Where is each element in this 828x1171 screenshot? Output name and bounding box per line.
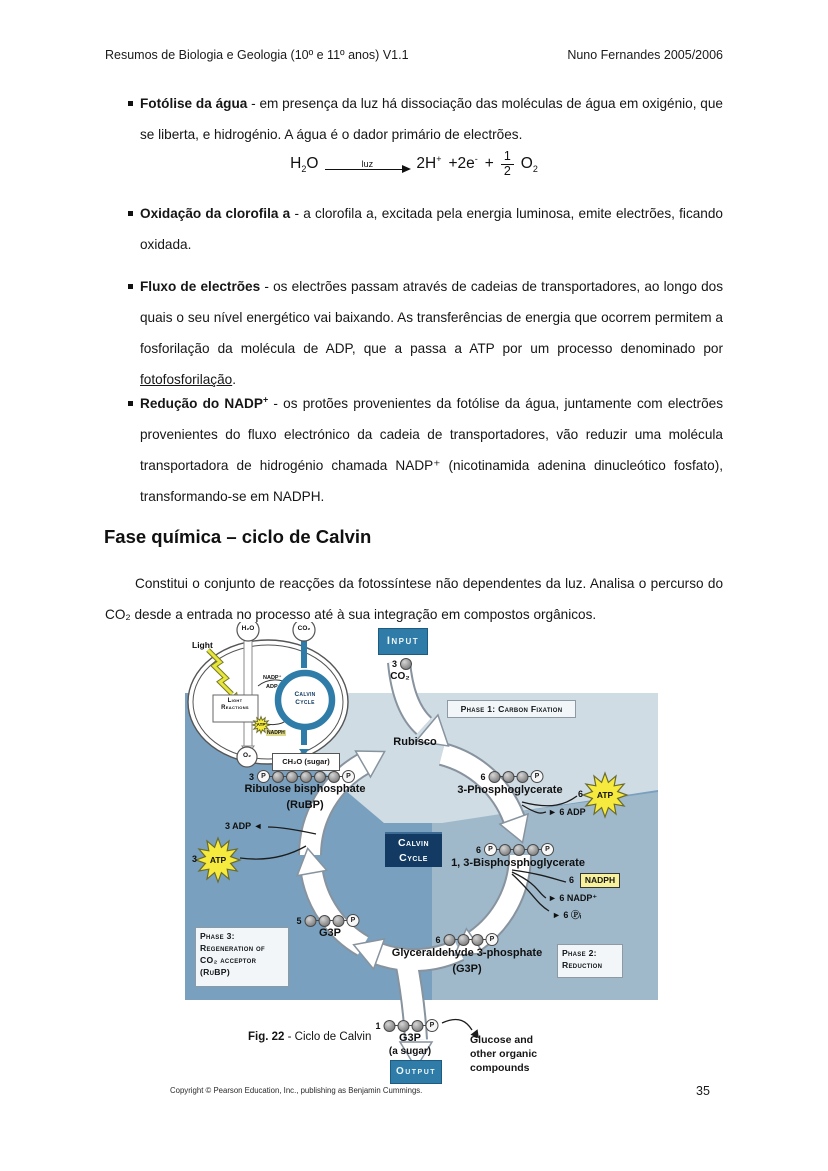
- reaction-condition: luz: [361, 158, 374, 169]
- output-button: Output: [390, 1060, 442, 1084]
- page-number: 35: [696, 1084, 710, 1098]
- g3p-output-molecule: 1 P: [375, 1019, 438, 1032]
- mini-light-label: Light: [192, 640, 213, 650]
- calvin-cycle-figure: [170, 622, 680, 1098]
- bullet-sep: -: [290, 206, 304, 221]
- bullet-sep: -: [247, 96, 260, 111]
- bullet-marker: [128, 211, 133, 216]
- bullet-text: os electrões passam através de cadeias de transportadores, ao longo dos quais o seu nível energético vai baixando. As transferências de energia que ocorrem permitem a fosforilação da molécula de ADP, que a passa a ATP por um processo denominado por: [140, 279, 723, 356]
- mini-nadp-label: NADP⁺: [263, 675, 282, 681]
- phase3-box: Phase 3: Regeneration of CO₂ acceptor (RuBP): [195, 927, 289, 987]
- glucose-label: Glucose and other organic compounds: [470, 1034, 538, 1074]
- equation-plus: +: [484, 155, 494, 173]
- calvin-cycle-box: Calvin Cycle: [385, 832, 442, 867]
- bullet-fluxo: [105, 271, 723, 395]
- atp-left-label: ATP: [209, 855, 227, 865]
- header-right: Nuno Fernandes 2005/2006: [567, 48, 723, 62]
- phase2-box: Phase 2: Reduction: [557, 944, 623, 978]
- atp-right-count: 6: [578, 789, 584, 799]
- pg3-molecule: 6 P: [480, 770, 543, 783]
- g3p-right-label-2: (G3P): [452, 963, 482, 975]
- equation-product-2: +2e-: [448, 154, 478, 173]
- atp-right-label: ATP: [596, 790, 614, 800]
- pg3-label: 3-Phosphoglycerate: [457, 784, 563, 796]
- equation-fraction: $\frac{1}{2}$: [501, 150, 514, 179]
- adp-right-label: ► 6 ADP: [548, 807, 586, 817]
- nadph-count: 6: [569, 875, 575, 885]
- bullet-oxidacao: [105, 198, 723, 260]
- photolysis-equation: [105, 150, 723, 179]
- reaction-arrow-line: [325, 169, 409, 170]
- bullet-text: em presença da luz há dissociação das moléculas de água em oxigénio, que se liberta, e hidrogénio. A água é o dador primário de electrões.: [140, 96, 723, 142]
- mini-co2-label: CO₂: [297, 625, 311, 632]
- mini-sugar-box: CH₂O (sugar): [272, 753, 340, 771]
- pi-right-label: ► 6 Ⓟᵢ: [552, 910, 582, 920]
- section-heading: Fase química – ciclo de Calvin: [104, 526, 372, 547]
- figure-copyright: Copyright © Pearson Education, Inc., publishing as Benjamin Cummings.: [170, 1086, 423, 1095]
- adp-left-label: 3 ADP ◄: [225, 821, 263, 831]
- bullet-text: os protões provenientes da fotólise da água, juntamente com electrões provenientes do fluxo electrónico da cadeia de transportadores, vão reduzir uma molécula transportadora de hidrogénio chamada NADP⁺ (nicotinamida adenina dinucleótico fosfato), transformando-se em NADPH.: [140, 396, 723, 504]
- nadph-box: NADPH: [580, 873, 620, 888]
- bpg13-label: 1, 3-Bisphosphoglycerate: [451, 857, 585, 869]
- bullet-marker: [128, 284, 133, 289]
- equation-reactant: $H_2O$: [290, 155, 319, 175]
- g3p-left-label: G3P: [318, 927, 342, 939]
- equation-product-1: 2H+: [416, 154, 442, 173]
- input-co2-molecule: 3: [392, 658, 412, 670]
- input-co2-label: CO₂: [390, 671, 410, 682]
- section-intro: Constitui o conjunto de reacções da fotossíntese não dependentes da luz. Analisa o percurso do CO₂ desde a entrada no processo até à sua integração em compostos orgânicos.: [105, 576, 723, 622]
- rubp-molecule: 3 P P: [249, 770, 355, 783]
- g3p-left-molecule: 5 P: [296, 914, 359, 927]
- mini-light-reactions-label: Light Reactions: [221, 698, 249, 711]
- mini-nadph-label: NADPH: [267, 730, 285, 736]
- bullet-lead: Redução do NADP+: [140, 394, 269, 411]
- bullet-text: a clorofila a, excitada pela energia luminosa, emite electrões, ficando oxidada.: [140, 206, 723, 252]
- bullet-lead: Fotólise da água: [140, 96, 248, 111]
- g3p-right-label-1: Glyceraldehyde 3-phosphate: [391, 947, 543, 959]
- mini-adp-label: ADP: [266, 684, 278, 690]
- mini-o2-label: O₂: [243, 752, 251, 759]
- bullet-after: .: [232, 372, 236, 387]
- g3p-output-label-2: (a sugar): [388, 1046, 432, 1057]
- bullet-reducao: [105, 388, 723, 512]
- header-left: Resumos de Biologia e Geologia (10º e 11º anos) V1.1: [105, 48, 409, 62]
- bullet-lead: Oxidação da clorofila a: [140, 206, 291, 221]
- underlined-term: fotofosforilação: [140, 372, 233, 387]
- rubp-label-1: Ribulose bisphosphate: [244, 783, 366, 795]
- bullet-fotolise: [105, 88, 723, 150]
- rubp-label-2: (RuBP): [286, 799, 324, 811]
- bpg13-molecule: 6 P P: [476, 843, 554, 856]
- mini-calvin-cycle-label: Calvin Cycle: [294, 691, 316, 706]
- g3p-output-label-1: G3P: [398, 1032, 422, 1044]
- reaction-arrow: [325, 159, 409, 170]
- atp-left-count: 3: [192, 854, 198, 864]
- g3p-right-molecule: 6 P: [435, 933, 498, 946]
- equation-product-o2: $O_2$: [520, 155, 538, 175]
- phase1-box: Phase 1: Carbon Fixation: [447, 700, 576, 718]
- bullet-sep: -: [260, 279, 274, 294]
- mini-h2o-label: H₂O: [241, 625, 255, 632]
- bullet-lead: Fluxo de electrões: [140, 279, 261, 294]
- mini-atp-label: ATP: [256, 722, 266, 727]
- input-button: Input: [378, 628, 428, 655]
- nadp-right-label: ► 6 NADP⁺: [548, 893, 598, 903]
- bullet-marker: [128, 401, 133, 406]
- bullet-sep: -: [268, 396, 284, 411]
- bullet-marker: [128, 101, 133, 106]
- rubisco-label: Rubisco: [393, 736, 437, 748]
- figure-caption: Fig. 22 - Ciclo de Calvin: [248, 1031, 372, 1043]
